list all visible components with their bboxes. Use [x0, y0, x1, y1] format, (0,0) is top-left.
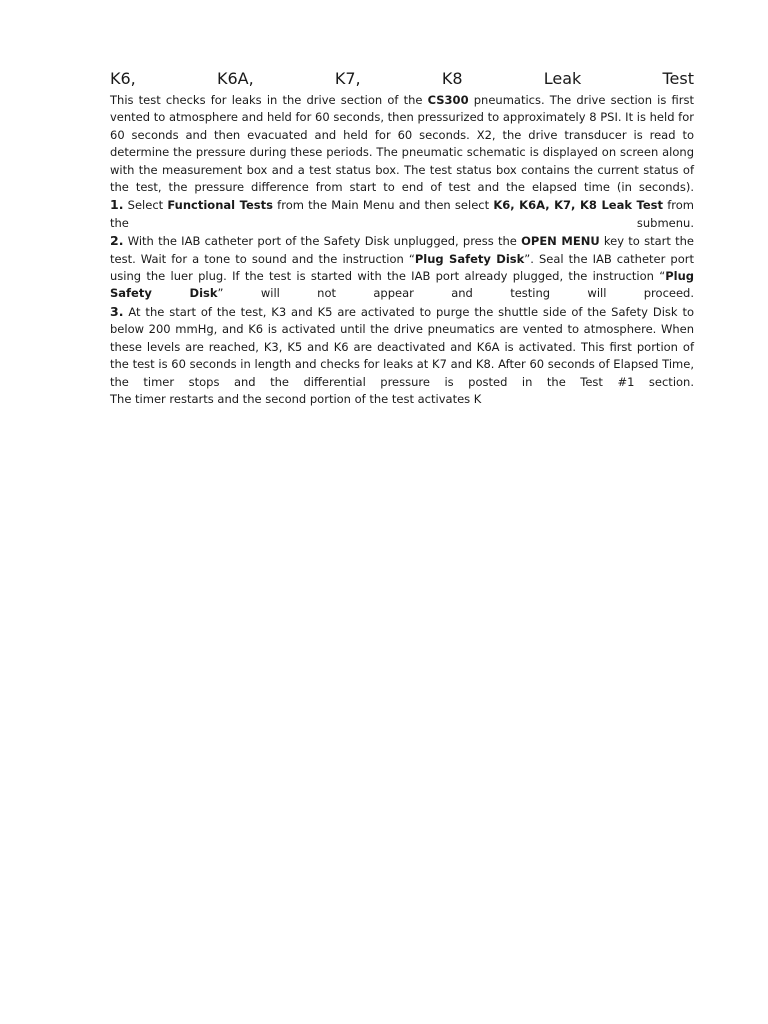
title-word: K6,	[110, 69, 136, 88]
step-text: With the IAB catheter port of the Safety Disk unplugged, press the	[123, 234, 522, 249]
title-word: K8	[441, 69, 463, 88]
intro-text: pneumatics. The drive section is first vented to atmosphere and held for 60 seconds, then pressurized to approximately 8 PSI. It is held for 60 seconds and then evacuated and held for 60 seconds. X2, the drive transducer is read to determine the pressure during these periods. The pneumatic schematic is displayed on screen along with the measurement box and a test status box. The test status box contains the current status of the test, the pressure difference from start to end of test and the elapsed time (in seconds).	[110, 93, 694, 195]
step-text: At the start of the test, K3 and K5 are activated to purge the shuttle side of the Safety Disk to below 200 mmHg, and K6 is activated until the drive pneumatics are vented to atmosphere. When these levels are reached, K3, K5 and K6 are deactivated and K6A is activated. This first portion of the test is 60 seconds in length and checks for leaks at K7 and K8. After 60 seconds of Elapsed Time, the timer stops and the differential pressure is posted in the Test #1 section.	[110, 304, 694, 389]
title-word: K6A,	[216, 69, 254, 88]
step-number: 2.	[110, 233, 124, 249]
final-line: The timer restarts and the second portion of the test activates K	[110, 391, 482, 406]
step-3-paragraph	[110, 303, 694, 391]
step-text: from the submenu.	[110, 198, 695, 230]
step-text: ”. Seal the IAB catheter port using the luer plug. If the test is started with the IAB port already plugged, the instruction “	[110, 251, 694, 284]
intro-paragraph	[110, 92, 694, 196]
step-2-paragraph	[110, 232, 694, 303]
step-bold-text: K6, K6A, K7, K8 Leak Test	[493, 198, 664, 213]
step-bold-text: OPEN MENU	[521, 234, 600, 249]
step-text: key to start the test. Wait for a tone to sound and the instruction “	[110, 234, 694, 266]
step-1-paragraph	[110, 196, 694, 232]
step-bold-text: Plug Safety Disk	[414, 251, 525, 266]
intro-bold-model: CS300	[427, 93, 469, 107]
intro-text: This test checks for leaks in the drive section of the	[110, 93, 428, 107]
title-word: K7,	[334, 69, 361, 88]
step-text: Select	[123, 198, 168, 213]
document-page	[110, 68, 694, 408]
title-word: Leak	[543, 69, 582, 88]
step-number: 3.	[110, 303, 124, 319]
step-text: from the Main Menu and then select	[272, 198, 494, 213]
step-bold-text: Functional Tests	[167, 198, 273, 213]
step-bold-text: Plug Safety Disk	[110, 269, 694, 301]
title-word: Test	[662, 69, 694, 88]
step-text: ” will not appear and testing will proceed.	[217, 286, 694, 301]
page-title	[110, 68, 694, 90]
step-number: 1.	[110, 197, 124, 213]
